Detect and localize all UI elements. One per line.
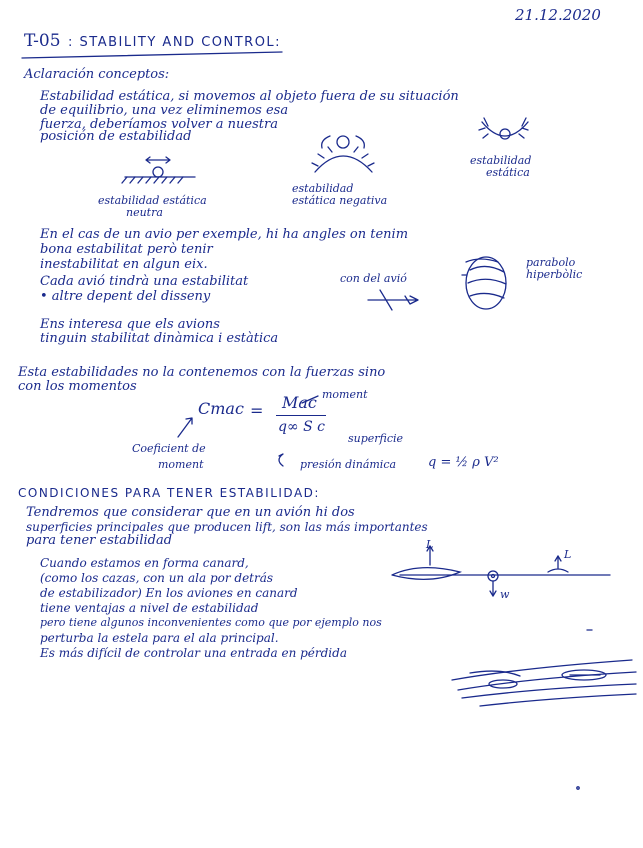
interesa-line: Ens interesa que els avions: [40, 317, 220, 332]
con-del-avio: con del avió: [340, 272, 407, 285]
paraboloid-label: hiperbòlic: [526, 268, 583, 281]
canard-line: tiene ventajas a nivel de estabilidad: [40, 601, 259, 615]
diagram-lift-1: L: [426, 538, 434, 551]
coef-label: Coeficient de: [132, 442, 206, 455]
date: 21.12.2020: [515, 6, 601, 24]
aircraft-sketch: [368, 290, 418, 310]
avio-line: • altre depent del disseny: [40, 289, 211, 304]
label-negative: estática negativa: [292, 194, 388, 207]
momentos-line: con los momentos: [18, 379, 137, 394]
paraboloid-label: parabolo: [526, 256, 576, 269]
avio-line: bona estabilitat però tenir: [40, 242, 213, 257]
title-underline: [22, 52, 282, 58]
formula-denominator: q∞ S c: [278, 419, 325, 435]
avio-line: Cada avió tindrà una estabilitat: [40, 274, 249, 289]
estabilidad-line: posición de estabilidad: [40, 129, 192, 144]
moment-label: moment: [322, 388, 368, 401]
canard-line: de estabilizador) En los aviones en canard: [40, 586, 298, 600]
coef-label: moment: [158, 458, 204, 471]
canard-line: Cuando estamos en forma canard,: [40, 556, 249, 570]
momentos-line: Esta estabilidades no la contenemos con la fuerzas sino: [18, 365, 386, 380]
neutral-stability-sketch: [122, 157, 195, 183]
presion-arrow: [279, 454, 283, 466]
avio-line: inestabilitat en algun eix.: [40, 257, 208, 272]
canard-line: (como los cazas, con un ala por detrás: [40, 571, 274, 585]
presion-label: presión dinámica: [300, 458, 397, 471]
coef-arrow: [178, 418, 192, 437]
formula-equals: =: [250, 401, 264, 420]
wake-sketch: [452, 660, 636, 706]
condiciones-line: superficies principales que producen lift, son las más importantes: [26, 520, 428, 534]
label-neutral: neutra: [126, 206, 163, 219]
condiciones-line: para tener estabilidad: [26, 533, 173, 548]
stray-mark: [577, 787, 579, 789]
interesa-line: tinguin stabilitat dinàmica i estàtica: [40, 331, 279, 346]
paraboloid-sketch: [462, 257, 506, 309]
canard-line: pero tiene algunos inconvenientes como que por ejemplo nos: [40, 616, 382, 629]
condiciones-line: Tendremos que considerar que en un avión hi dos: [26, 505, 355, 520]
negative-stability-sketch: [312, 136, 374, 172]
condiciones-heading: CONDICIONES PARA TENER ESTABILIDAD:: [18, 486, 320, 500]
label-neutral: estabilidad estática: [98, 194, 207, 207]
diagram-weight: w: [500, 588, 510, 601]
aclaracion-heading: Aclaración conceptos:: [24, 67, 170, 82]
diagram-lift-2: L: [564, 548, 572, 561]
fraction-bar: [276, 415, 326, 416]
title-code: T-05: [24, 31, 61, 51]
canard-line: perturba la estela para el ala principal.: [40, 631, 279, 645]
title-text: : STABILITY AND CONTROL:: [68, 35, 282, 50]
estabilidad-line: fuerza, deberíamos volver a nuestra: [40, 117, 278, 132]
positive-stability-sketch: [479, 118, 528, 139]
estabilidad-line: de equilibrio, una vez eliminemos esa: [40, 103, 289, 118]
q-formula: q = ½ ρ V²: [428, 455, 499, 470]
label-positive: estática: [486, 166, 530, 179]
estabilidad-line: Estabilidad estática, si movemos al objeto fuera de su situación: [40, 89, 459, 104]
label-negative: estabilidad: [292, 182, 354, 195]
avio-line: En el cas de un avio per exemple, hi ha angles on tenim: [40, 227, 409, 242]
canard-line: Es más difícil de controlar una entrada en pérdida: [40, 646, 347, 660]
formula-numerator: Mac: [282, 393, 317, 412]
label-positive: estabilidad: [470, 154, 532, 167]
formula-lhs: Cmac: [198, 399, 244, 418]
superficie-label: superficie: [348, 432, 404, 445]
